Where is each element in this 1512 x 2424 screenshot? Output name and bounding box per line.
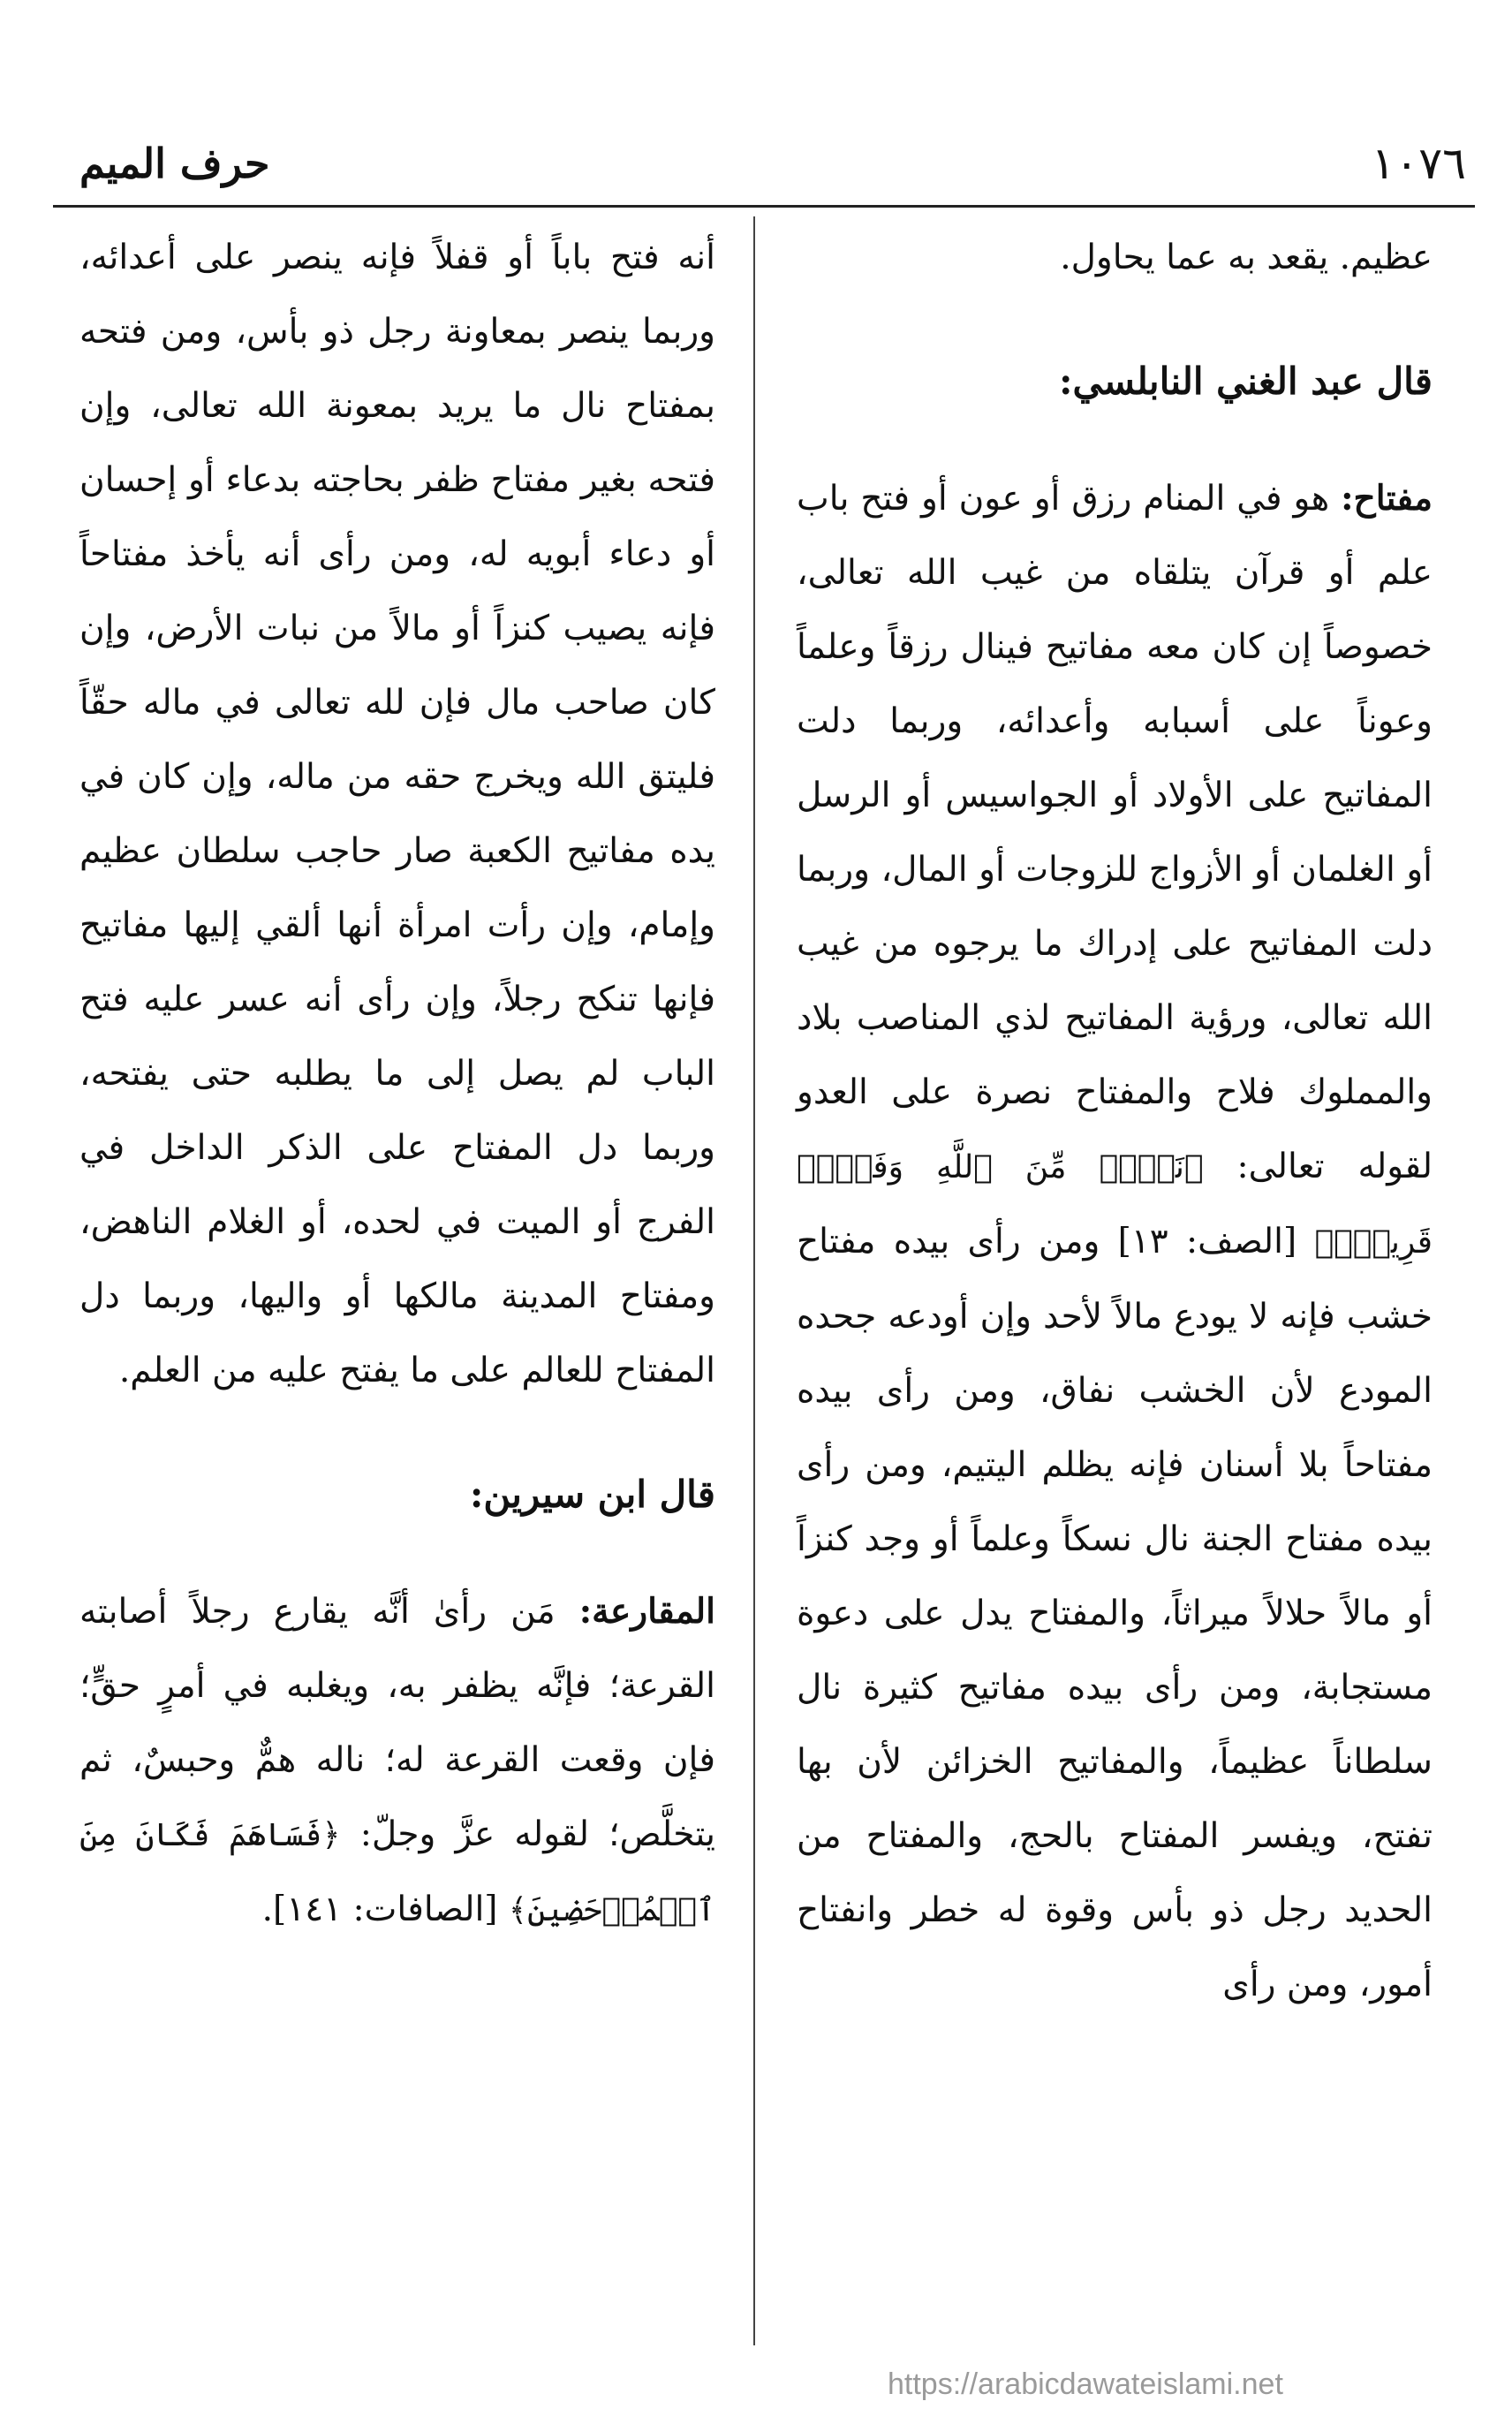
- page-number: ١٠٧٦: [1371, 138, 1466, 189]
- quran-reference: [الصافات: ١٤١].: [261, 1890, 498, 1929]
- quran-verse: ﴿نَصۡرٞ مِّنَ ٱللَّهِ وَفَتۡحٞ قَرِيبٞۗ﴾: [797, 1149, 1433, 1261]
- entry-text: مَن رأىٰ أنَّه يقارع رجلاً أصابته القرعة؛ فإنَّه يظفر به، ويغلبه في أمرٍ حقٍّ؛ فإن وقعت القرعة له؛ ناله همٌّ وحبسٌ، ثم يتخلَّص؛ لقوله عزَّ وجلّ:: [79, 1592, 715, 1854]
- right-column: [797, 221, 1433, 2022]
- watermark-url: https://arabicdawateislami.net: [888, 2367, 1283, 2401]
- quran-verse: ﴿فَسَاهَمَ فَكَانَ مِنَ ٱلۡمُدۡحَضِينَ﴾: [79, 1817, 715, 1928]
- section-heading-ibn-sirin: قال ابن سيرين:: [469, 1473, 715, 1516]
- quran-reference: [الصف: ١٣]: [1117, 1222, 1297, 1261]
- column-divider: [753, 216, 755, 2345]
- left-column: [79, 221, 715, 1948]
- header-rule: [53, 205, 1475, 208]
- entry-text: هو في المنام رزق أو عون أو فتح باب علم أو قرآن يتلقاه من غيب الله تعالى، خصوصاً إن كان معه مفاتيح فينال رزقاً وعلماً وعوناً على أسبابه وأعدائه، وربما دلت المفاتيح على الأولاد أو الجواسيس أو الرسل أو الغلمان أو الأزواج للزوجات أو المال، وربما دلت المفاتيح على إدراك ما يرجوه من غيب الله تعالى، ورؤية المفاتيح لذي المناصب بلاد والمملوك فلاح والمفتاح نصرة على العدو لقوله تعالى:: [797, 479, 1433, 1186]
- opening-line: عظيم. يقعد به عما يحاول.: [1060, 238, 1433, 277]
- entry-miftah: [797, 461, 1433, 2022]
- entry-muqaraa: [79, 1574, 715, 1948]
- entry-text-continued: ومن رأى بيده مفتاح خشب فإنه لا يودع مالاً لأحد وإن أودعه جحده المودع لأن الخشب نفاق، ومن رأى بيده مفتاحاً بلا أسنان فإنه يظلم اليتيم، ومن رأى بيده مفتاح الجنة نال نسكاً وعلماً أو وجد كنزاً أو مالاً حلالاً ميراثاً، والمفتاح يدل على دعوة مستجابة، ومن رأى بيده مفاتيح كثيرة نال سلطاناً عظيماً، والمفاتيح الخزائن لأن بها تفتح، ويفسر المفتاح بالحج، والمفتاح من الحديد رجل ذو بأس وقوة له خطر وانفتاح أمور، ومن رأى: [797, 1222, 1433, 2004]
- running-title: حرف الميم: [79, 140, 270, 187]
- continued-text: أنه فتح باباً أو قفلاً فإنه ينصر على أعدائه، وربما ينصر بمعاونة رجل ذو بأس، ومن فتحه بمفتاح نال ما يريد بمعونة الله تعالى، وإن فتحه بغير مفتاح ظفر بحاجته بدعاء أو إحسان أو دعاء أبويه له، ومن رأى أنه يأخذ مفتاحاً فإنه يصيب كنزاً أو مالاً من نبات الأرض، وإن كان صاحب مال فإن لله تعالى في ماله حقّاً فليتق الله ويخرج حقه من ماله، وإن كان في يده مفاتيح الكعبة صار حاجب سلطان عظيم وإمام، وإن رأت امرأة أنها ألقي إليها مفاتيح فإنها تنكح رجلاً، وإن رأى أنه عسر عليه فتح الباب لم يصل إلى ما يطلبه حتى يفتحه، وربما دل المفتاح على الذكر الداخل في الفرج أو الميت في لحده، أو الغلام الناهض، ومفتاح المدينة مالكها أو واليها، وربما دل المفتاح للعالم على ما يفتح عليه من العلم.: [79, 238, 715, 1390]
- page-header: [79, 133, 1466, 194]
- section-heading-nabulsi: قال عبد الغني النابلسي:: [1059, 360, 1433, 403]
- entry-word-muqaraa: المقارعة:: [578, 1591, 715, 1632]
- entry-word-miftah: مفتاح:: [1341, 478, 1433, 519]
